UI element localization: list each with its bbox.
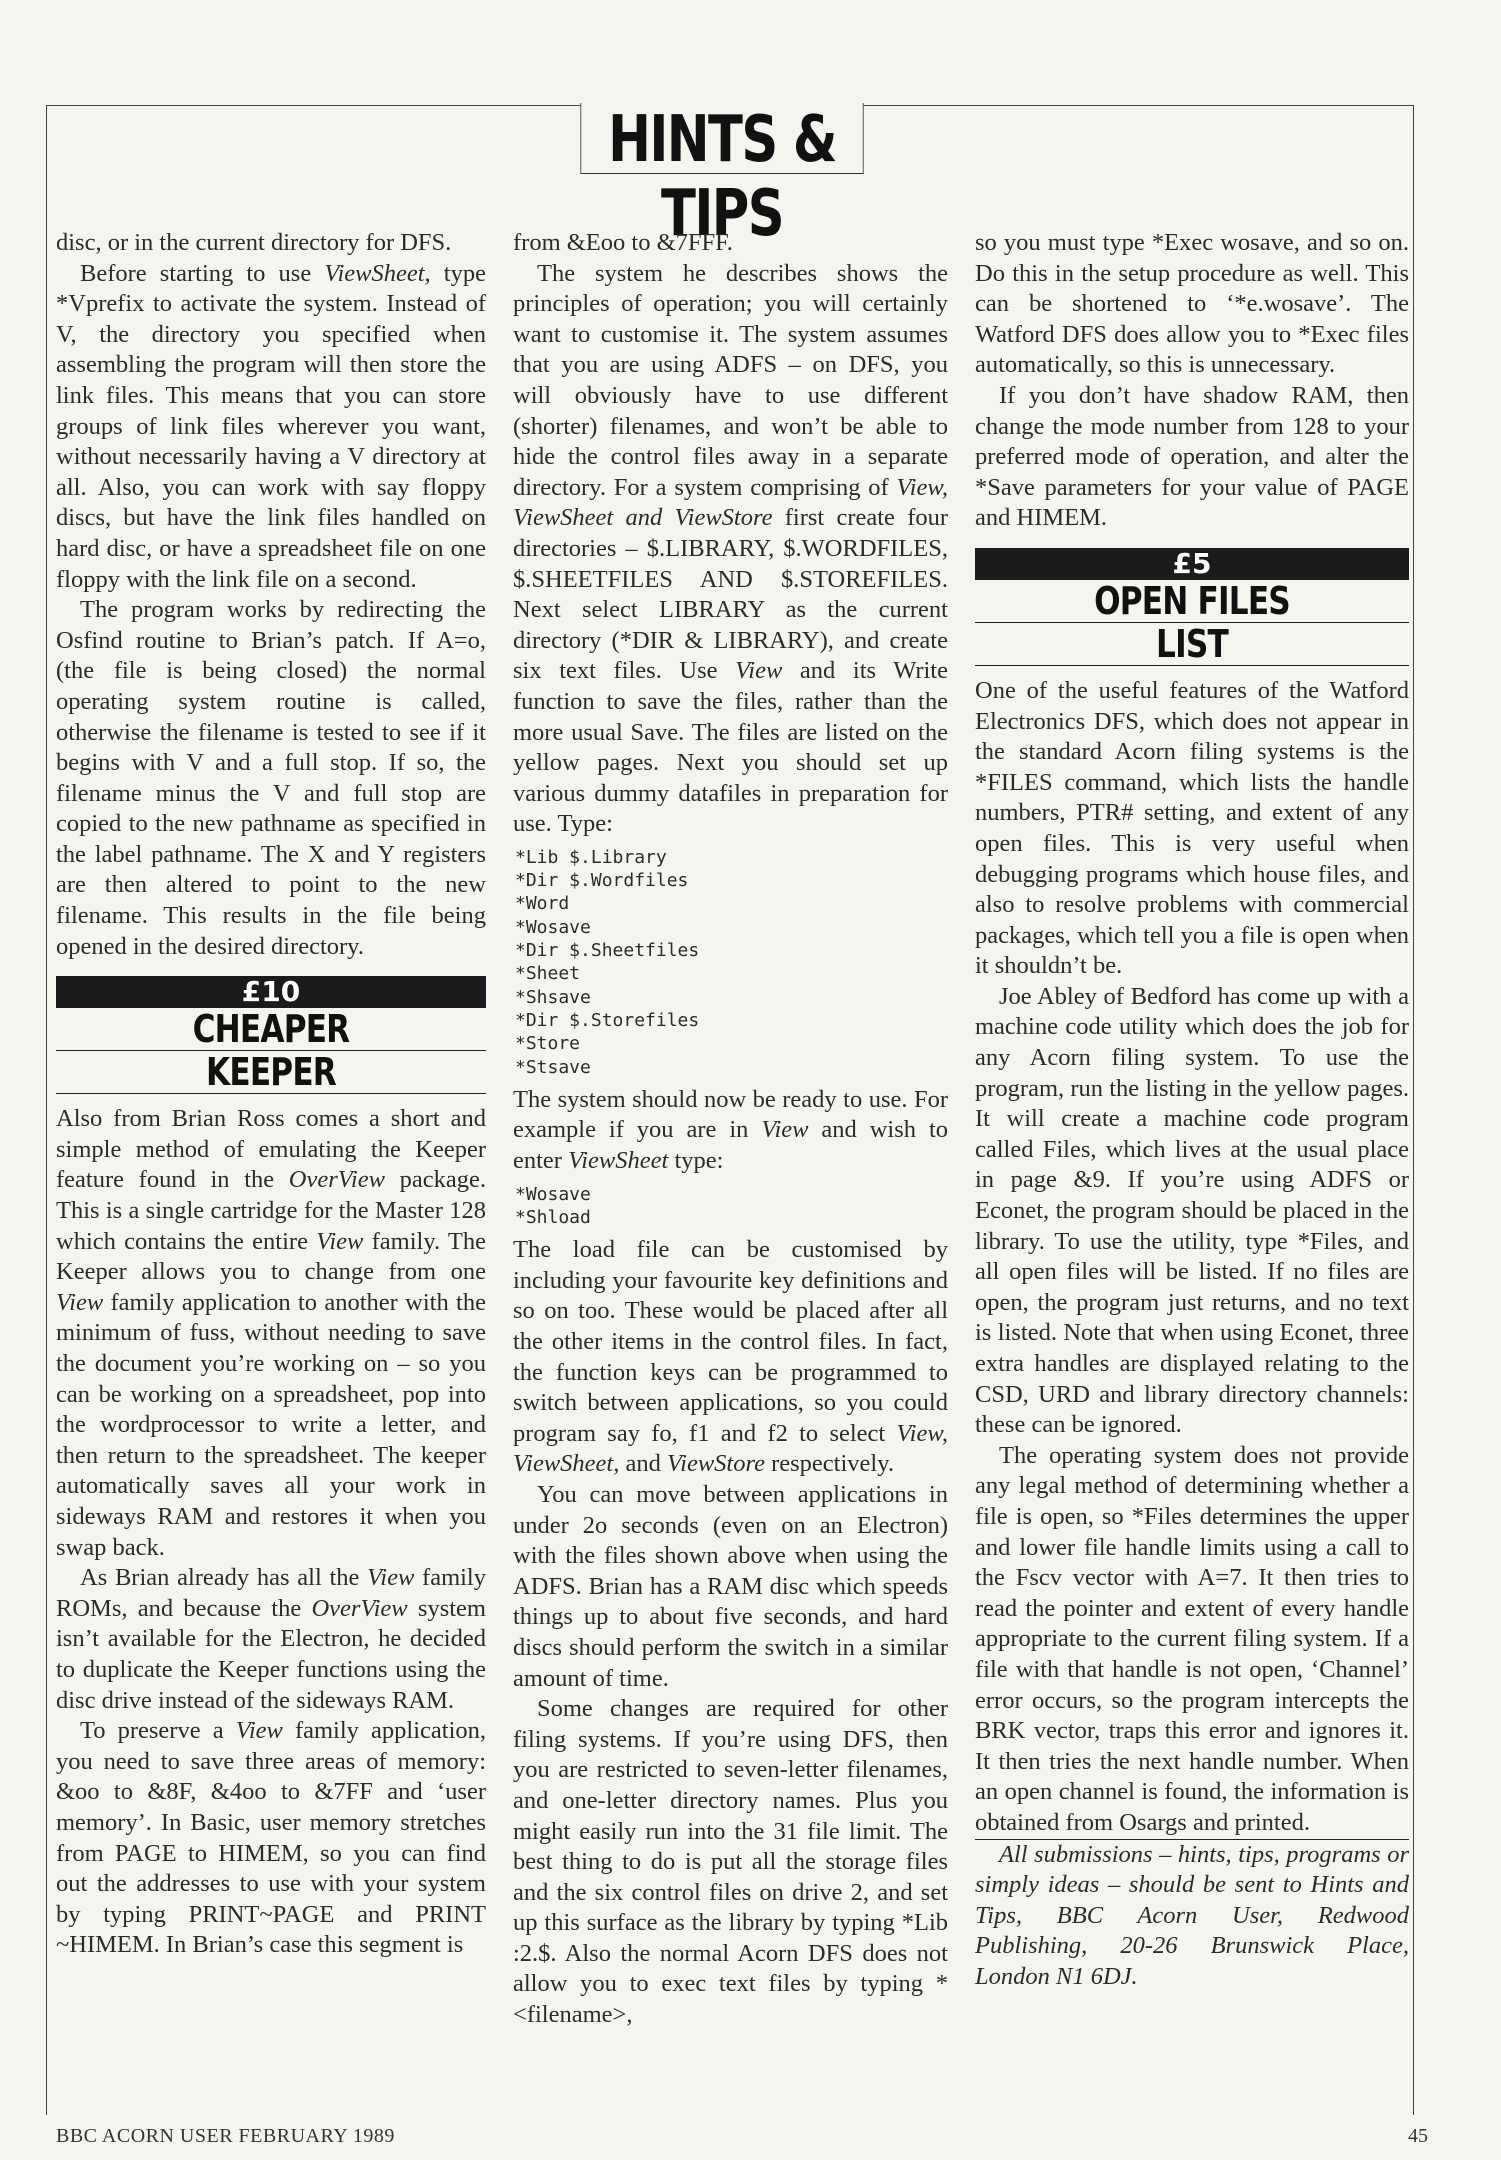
page-number: 45: [1408, 2125, 1428, 2147]
prize-badge: £5: [975, 548, 1409, 580]
paragraph: The system should now be ready to use. For example if you are in View and wish to enter ViewSheet type:: [513, 1085, 949, 1175]
code-line: *Dir $.Wordfiles: [515, 870, 689, 892]
paragraph: Before starting to use ViewSheet, type *Vprefix to activate the system. Instead of V, the directory you specified when assembling the program will then store the link files. This means that you can store groups of link files wherever you want, without necessarily having a V directory at all. Also, you can work with say floppy discs, but have the link files handled on hard disc, or have a spreadsheet file on one floppy with the link file on a second.: [56, 259, 486, 593]
paragraph: As Brian already has all the View family ROMs, and because the OverView system isn’t available for the Electron, he decided to duplicate the Keeper functions using the disc drive instead of the sideways RAM.: [56, 1564, 486, 1714]
code-line: *Dir $.Sheetfiles: [515, 940, 700, 962]
code-line: *Wosave: [515, 916, 591, 938]
column-1: [56, 228, 486, 1961]
code-line: *Stsave: [515, 1056, 591, 1078]
paragraph: disc, or in the current directory for DFS.: [56, 229, 452, 256]
paragraph: If you don’t have shadow RAM, then change the mode number from 128 to your preferred mode of operation, and alter the *Save parameters for your value of PAGE and HIMEM.: [975, 381, 1409, 532]
paragraph: The load file can be customised by including your favourite key definitions and so on too. These would be placed after all the other items in the control files. In fact, the function keys can be programmed to switch between applications, so you could program say fo, f1 and f2 to select View, ViewSheet, and ViewStore respectively.: [513, 1236, 948, 1478]
submission-note: All submissions – hints, tips, programs or simply ideas – should be sent to Hints and Tips, BBC Acorn User, Redwood Publishing, 20-26 Brunswick Place, London N1 6DJ.: [975, 1840, 1409, 1990]
heading-line-1: CHEAPER: [192, 1007, 350, 1052]
column-2: [513, 228, 948, 2031]
code-line: *Dir $.Storefiles: [515, 1009, 700, 1031]
code-line: *Word: [515, 893, 570, 915]
heading-line-2: KEEPER: [206, 1050, 336, 1095]
footer-publication: BBC ACORN USER FEBRUARY 1989: [56, 2125, 395, 2147]
code-listing: [515, 846, 948, 1079]
code-listing: [515, 1183, 948, 1230]
heading-line-1: OPEN FILES: [1094, 578, 1290, 623]
paragraph: One of the useful features of the Watford Electronics DFS, which does not appear in the standard Acorn filing systems is the *FILES command, which lists the handle numbers, PTR# setting, and extent of any open files. This is very useful when debugging programs which house files, and also to resolve problems with commercial packages, which tell you a file is open when it shouldn’t be.: [975, 676, 1409, 980]
paragraph: Also from Brian Ross comes a short and simple method of emulating the Keeper feature found in the OverView package. This is a single cartridge for the Master 128 which contains the entire View family. The Keeper allows you to change from one View family application to another with the minimum of fuss, without needing to save the document you’re working on – so you can be working on a spreadsheet, pop into the wordprocessor to write a letter, and then return to the spreadsheet. The keeper automatically saves all your work in sideways RAM and restores it when you swap back.: [56, 1105, 486, 1561]
paragraph: Joe Abley of Bedford has come up with a machine code utility which does the job for any Acorn filing system. To use the program, run the listing in the yellow pages. It will create a machine code program called Files, which lives at the usual place in page &9. If you’re using ADFS or Econet, the program should be placed in the library. To use the utility, type *Files, and all open files will be listed. If no files are open, the program just returns, and no text is listed. Note that when using Econet, three extra handles are displayed relating to the CSD, URD and library directory channels: these can be ignored.: [975, 982, 1409, 1439]
section-banner: HINTS & TIPS: [580, 103, 863, 174]
code-line: *Shsave: [515, 986, 591, 1008]
column-3: [975, 228, 1409, 1992]
code-line: *Lib $.Library: [515, 846, 667, 868]
paragraph: To preserve a View family application, you need to save three areas of memory: &oo to &8F, &4oo to &7FF and ‘user memory’. In Basic, user memory stretches from PAGE to HIMEM, so you can find out the addresses to use with your system by typing PRINT~PAGE and PRINT ~HIMEM. In Brian’s case this segment is: [56, 1717, 487, 1959]
article-heading: [56, 976, 486, 1094]
code-line: *Store: [515, 1033, 581, 1055]
paragraph: The system he describes shows the principles of operation; you will certainly want to customise it. The system assumes that you are using ADFS – on DFS, you will obviously have to use different (shorter) filenames, and won’t be able to hide the control files away in a separate directory. For a system comprising of View, ViewSheet and ViewStore first create four directories – $.LIBRARY, $.WORDFILES, $.SHEETFILES AND $.STOREFILES. Next select LIBRARY as the current directory (*DIR & LIBRARY), and create six text files. Use View and its Write function to save the files, rather than the more usual Save. The files are listed on the yellow pages. Next you should set up various dummy datafiles in preparation for use. Type:: [513, 259, 949, 838]
heading-line-2: LIST: [1156, 621, 1228, 666]
paragraph: so you must type *Exec wosave, and so on. Do this in the setup procedure as well. This can be shortened to ‘*e.wosave’. The Watford DFS does allow you to *Exec files automatically, so this is unnecessary.: [975, 229, 1409, 379]
article-heading: [975, 548, 1409, 666]
code-line: *Sheet: [515, 963, 581, 985]
paragraph: The operating system does not provide any legal method of determining whether a file is open, so *Files determines the upper and lower file handle limits using a call to the Fscv vector with A=7. It then tries to read the pointer and extent of every handle appropriate to the current filing system. If a file with that handle is not open, ‘Channel’ error occurs, so the program intercepts the BRK vector, traps this error and ignores it. It then tries the next handle number. When an open channel is found, the information is obtained from Osargs and printed.: [975, 1441, 1409, 1840]
paragraph: Some changes are required for other filing systems. If you’re using DFS, then you are restricted to seven-letter filenames, and one-letter directory names. Plus you might easily run into the 31 file limit. The best thing to do is put all the storage files and the six control files on drive 2, and set up this surface as the library by typing *Lib :2.$. Also the normal Acorn DFS does not allow you to exec text files by typing *<filename>,: [513, 1695, 948, 2029]
paragraph: The program works by redirecting the Osfind routine to Brian’s patch. If A=o, (the file is being closed) the normal operating system routine is called, otherwise the filename is tested to see if it begins with V and a full stop. If so, the filename minus the V and full stop are copied to the new pathname as specified in the label pathname. The X and Y registers are then altered to point to the new filename. This results in the file being opened in the desired directory.: [56, 596, 486, 960]
paragraph: You can move between applications in under 2o seconds (even on an Electron) with the files shown above when using the ADFS. Brian has a RAM disc which speeds things up to about five seconds, and hard discs should perform the switch in a similar amount of time.: [513, 1480, 948, 1692]
code-line: *Wosave: [515, 1183, 591, 1205]
paragraph: from &Eoo to &7FFF.: [513, 229, 733, 256]
code-line: *Shload: [515, 1206, 591, 1228]
prize-badge: £10: [56, 976, 486, 1008]
